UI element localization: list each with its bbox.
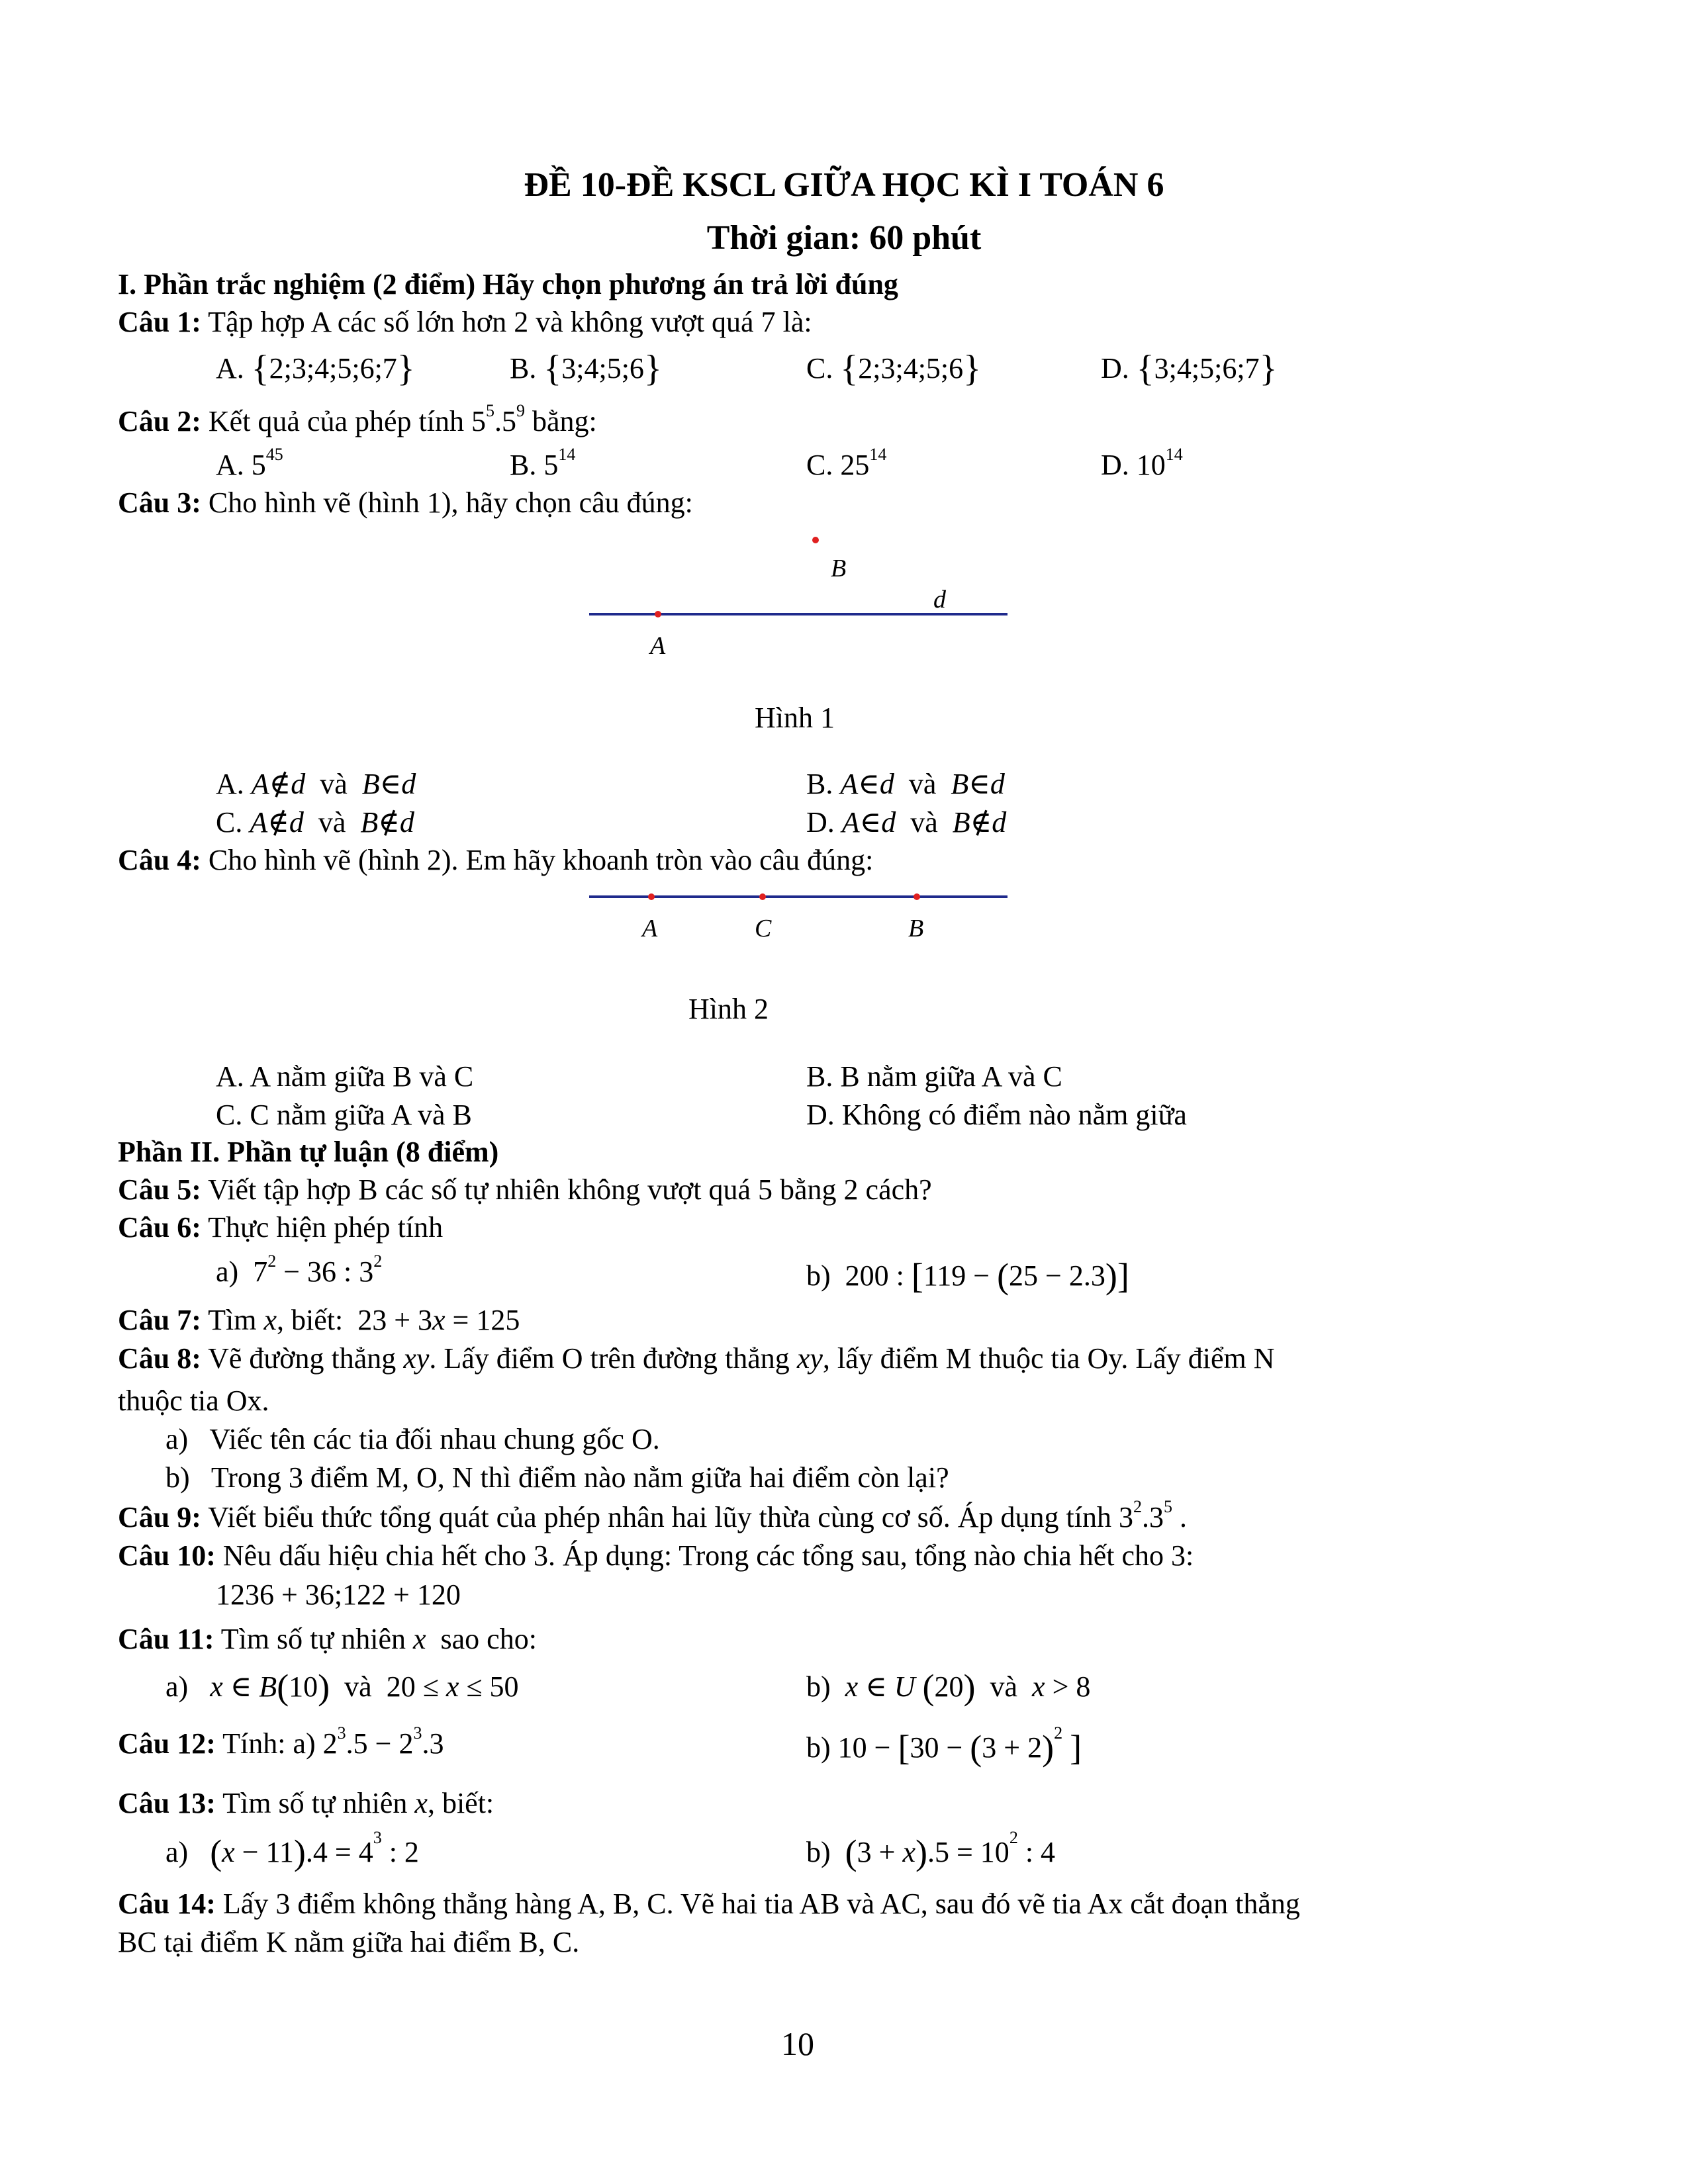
q9: Câu 9: Viết biểu thức tổng quát của phép nhân hai lũy thừa cùng cơ số. Áp dụng tính $3^2.3^5$ .	[118, 1497, 1187, 1533]
q6-part-a: a) $7^2 - 36$ : $3^2$	[216, 1251, 383, 1288]
q2-option-c[interactable]: C. $25^{14}$	[806, 445, 887, 481]
q1-stem	[118, 306, 812, 340]
page-number: 10	[781, 2025, 814, 2062]
q2-label: Câu 2:	[118, 405, 201, 437]
figure-2-caption: Hình 2	[688, 993, 769, 1025]
q8-part-a: a) Viếc tên các tia đối nhau chung gốc O.	[165, 1423, 660, 1455]
q1-option-c[interactable]: C. {2;3;4;5;6}	[806, 348, 982, 389]
point-a-dot	[648, 893, 655, 900]
figure-1-label-d: d	[933, 586, 946, 614]
q1-text: Tập hợp A các số lớn hơn 2 và không vượt quá 7 là:	[208, 306, 812, 338]
q8-line1: Câu 8: Vẽ đường thẳng xy. Lấy điểm O trên đường thẳng xy, lấy điểm M thuộc tia Oy. Lấy điểm N	[118, 1342, 1275, 1375]
q13: Câu 13: Tìm số tự nhiên x, biết:	[118, 1787, 494, 1819]
q6-part-b: b) 200 : [119 − (25 − 2.3)]	[806, 1256, 1129, 1296]
q7: Câu 7: Tìm x, biết: 23 + 3x = 125	[118, 1304, 520, 1336]
q2-stem: Câu 2: Kết quả của phép tính $5^5.5^9$ bằng:	[118, 401, 597, 437]
q4-label: Câu 4:	[118, 844, 201, 876]
q4-option-b[interactable]: B. B nằm giữa A và C	[806, 1060, 1062, 1093]
q1-option-d-set: 3;4;5;6;7	[1154, 352, 1260, 385]
q5: Câu 5: Viết tập hợp B các số tự nhiên không vượt quá 5 bằng 2 cách?	[118, 1173, 932, 1206]
q2-option-a[interactable]: A. $5^{45}$	[216, 445, 283, 481]
q12: Câu 12: Tính: a) $2^3.5 - 2^3.3$	[118, 1723, 444, 1760]
q8-part-b: b) Trong 3 điểm M, O, N thì điểm nào nằm giữa hai điểm còn lại?	[165, 1461, 949, 1494]
q13-part-b: b) $(3 + x).5 = 10^2$ : 4	[806, 1828, 1056, 1872]
q14-line1: Câu 14: Lấy 3 điểm không thẳng hàng A, B, C. Vẽ hai tia AB và AC, sau đó vẽ tia Ax cắt đoạn thẳng	[118, 1888, 1300, 1920]
q10-expressions: 1236 + 36;122 + 120	[216, 1578, 461, 1611]
figure-1-label-b: B	[831, 555, 847, 582]
q1-option-a[interactable]: A. {2;3;4;5;6;7}	[216, 348, 415, 389]
q12-part-b: b) $10 - [30 - (3 + 2)^2$ ]	[806, 1723, 1082, 1768]
q4-option-d[interactable]: D. Không có điểm nào nằm giữa	[806, 1099, 1187, 1131]
page-title: ĐỀ 10-ĐỀ KSCL GIỮA HỌC KÌ I TOÁN 6	[524, 166, 1164, 204]
part2-heading: Phần II. Phần tự luận (8 điểm)	[118, 1136, 499, 1168]
figure-2	[583, 884, 1019, 910]
q6: Câu 6: Thực hiện phép tính	[118, 1211, 444, 1244]
q11-part-a: a) x ∈ B(10) và 20 ≤ x ≤ 50	[165, 1667, 519, 1707]
figure-1-label-a: A	[650, 632, 666, 660]
q3-label: Câu 3:	[118, 486, 201, 519]
point-b-dot	[812, 537, 819, 543]
q14-line2: BC tại điểm K nằm giữa hai điểm B, C.	[118, 1926, 580, 1958]
q4-option-c[interactable]: C. C nằm giữa A và B	[216, 1099, 472, 1131]
q4-option-a[interactable]: A. A nằm giữa B và C	[216, 1060, 474, 1093]
q1-option-b[interactable]: B. {3;4;5;6}	[510, 348, 662, 389]
time-limit: Thời gian: 60 phút	[706, 219, 982, 257]
q2-expression: $5^5.5^9$	[471, 401, 526, 437]
figure-2-label-b: B	[908, 915, 924, 942]
figure-2-label-a: A	[642, 915, 658, 942]
q3-option-b[interactable]: B. A∈d và B∈d	[806, 768, 1005, 800]
q1-option-b-set: 3;4;5;6	[561, 352, 644, 385]
q1-option-a-set: 2;3;4;5;6;7	[269, 352, 397, 385]
point-c-dot	[759, 893, 766, 900]
q3-option-c[interactable]: C. A∉d và B∉d	[216, 806, 414, 839]
q4-stem: Câu 4: Cho hình vẽ (hình 2). Em hãy khoanh tròn vào câu đúng:	[118, 844, 874, 876]
q3-stem: Câu 3: Cho hình vẽ (hình 1), hãy chọn câu đúng:	[118, 486, 693, 519]
figure-1-caption: Hình 1	[755, 702, 835, 734]
q8-line2: thuộc tia Ox.	[118, 1385, 269, 1417]
q3-option-d[interactable]: D. A∈d và B∉d	[806, 806, 1007, 839]
q3-option-a[interactable]: A. A∉d và B∈d	[216, 768, 416, 800]
q1-label: Câu 1:	[118, 306, 201, 338]
q11-part-b: b) x ∈ U (20) và x > 8	[806, 1667, 1091, 1707]
figure-2-label-c: C	[755, 915, 772, 942]
figure-1	[583, 523, 1019, 675]
q1-option-c-set: 2;3;4;5;6	[858, 352, 964, 385]
q13-part-a: a) $(x - 11).4 = 4^3$ : 2	[165, 1828, 419, 1872]
part1-heading: I. Phần trắc nghiệm (2 điểm) Hãy chọn phương án trả lời đúng	[118, 268, 898, 300]
q11: Câu 11: Tìm số tự nhiên x sao cho:	[118, 1623, 537, 1655]
point-a-dot	[655, 611, 661, 617]
point-b-dot	[914, 893, 920, 900]
q2-option-b[interactable]: B. $5^{14}$	[510, 445, 576, 481]
q2-option-d[interactable]: D. $10^{14}$	[1101, 445, 1183, 481]
q10: Câu 10: Nêu dấu hiệu chia hết cho 3. Áp dụng: Trong các tổng sau, tổng nào chia hết cho 3:	[118, 1539, 1194, 1572]
q1-option-d[interactable]: D. {3;4;5;6;7}	[1101, 348, 1278, 389]
